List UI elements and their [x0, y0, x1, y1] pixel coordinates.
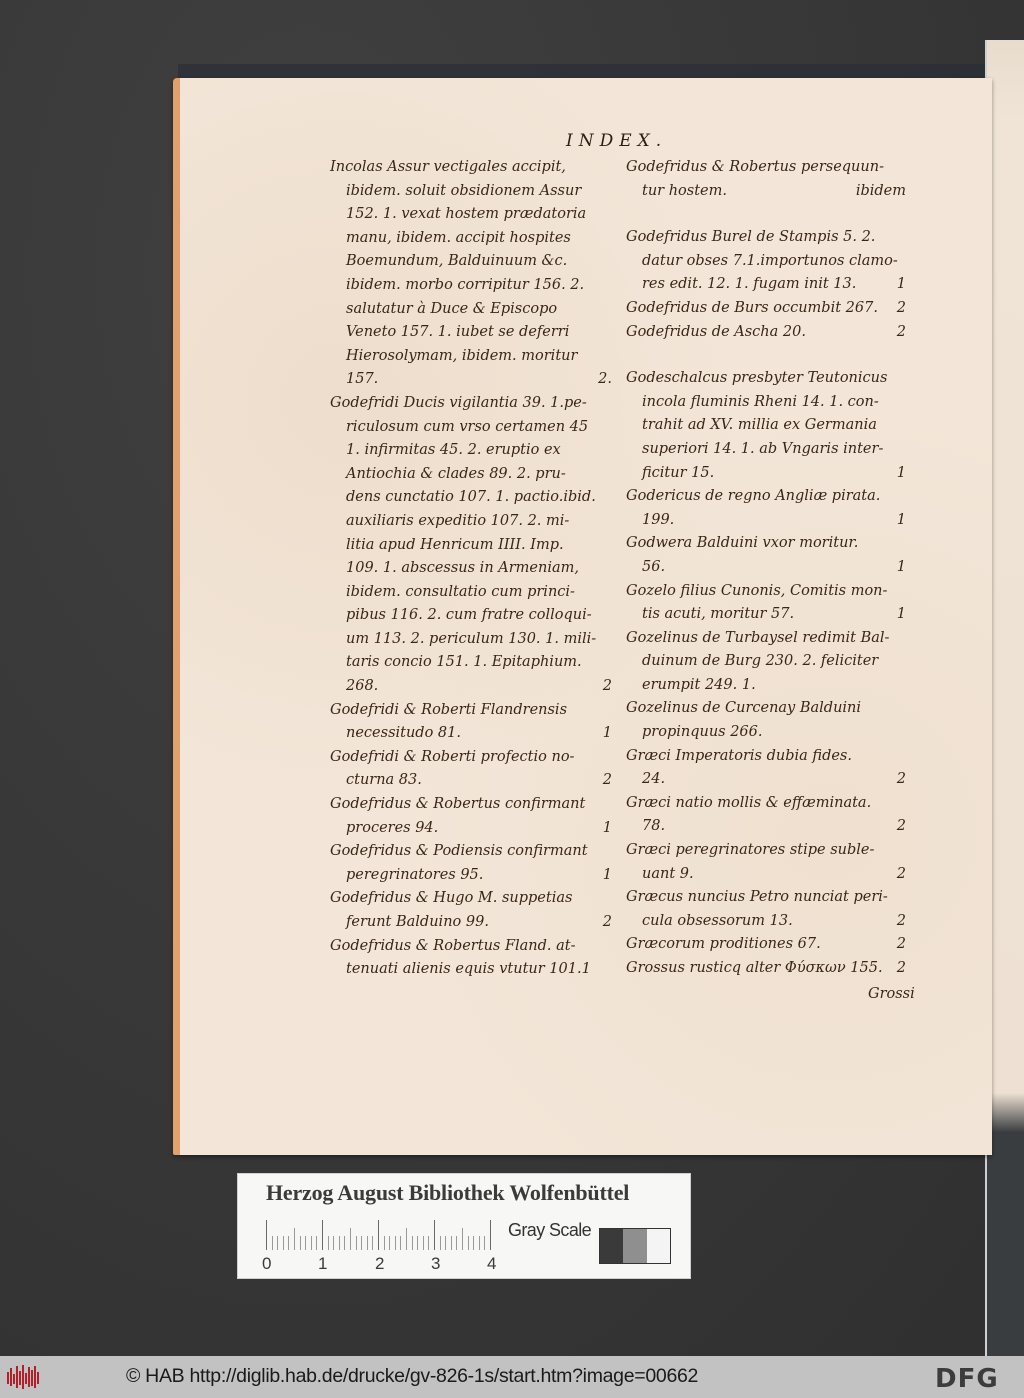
- index-text: incola fluminis Rheni 14. 1. con-: [642, 393, 879, 410]
- index-continuation-line: [330, 581, 612, 605]
- index-entry: [626, 697, 906, 744]
- index-column-left: [330, 156, 612, 982]
- index-continuation-line: [330, 180, 612, 204]
- index-continuation-line: [626, 721, 906, 745]
- column-reference: 2: [602, 772, 612, 789]
- column-reference: 1: [602, 725, 612, 742]
- index-text: 157.: [346, 371, 379, 388]
- column-reference: 1: [602, 819, 612, 836]
- index-continuation-line: [330, 274, 612, 298]
- index-continuation-line: [330, 463, 612, 487]
- ruler-tick: [266, 1220, 267, 1250]
- index-text: uant 9.: [642, 865, 694, 882]
- column-reference: 2: [896, 912, 906, 929]
- column-reference: 2: [896, 960, 906, 976]
- index-text: ficitur 15.: [642, 464, 715, 481]
- index-text: duinum de Burg 230. 2. feliciter: [642, 653, 879, 670]
- index-entry: [626, 745, 906, 792]
- index-headword-line: [330, 699, 612, 723]
- index-text: auxiliaris expeditio 107. 2. mi-: [346, 512, 570, 529]
- gray-scale-swatches: [599, 1228, 671, 1264]
- index-continuation-line: [330, 298, 612, 322]
- index-headword-line: [330, 392, 612, 416]
- column-reference: 1: [602, 866, 612, 883]
- index-text: ibidem. morbo corripitur 156. 2.: [346, 276, 585, 293]
- index-headword-line: [330, 840, 612, 864]
- index-continuation-line: [626, 250, 906, 274]
- column-reference: 1: [896, 276, 906, 293]
- index-text: cula obsessorum 13.: [642, 912, 793, 929]
- index-headword-line: [626, 957, 906, 981]
- index-continuation-line: [626, 556, 906, 580]
- column-reference: 2: [896, 771, 906, 788]
- index-text: Græcus nuncius Petro nunciat peri-: [626, 889, 888, 906]
- index-continuation-line: [330, 227, 612, 251]
- index-text: Gozelinus de Turbaysel redimit Bal-: [626, 629, 890, 646]
- ruler-number: 0: [262, 1254, 272, 1273]
- ruler-tick: [417, 1236, 418, 1250]
- index-continuation-line: [330, 864, 612, 888]
- gray-swatch: [600, 1229, 623, 1263]
- ruler-scale: [266, 1220, 492, 1250]
- index-headword-line: [626, 367, 906, 391]
- index-text: Godefridus & Podiensis confirmant: [330, 843, 588, 860]
- index-continuation-line: [330, 675, 612, 699]
- index-continuation-line: [626, 603, 906, 627]
- ruler-tick: [423, 1236, 424, 1250]
- index-continuation-line: [330, 321, 612, 345]
- column-reference: 2: [602, 914, 612, 930]
- index-headword-line: [626, 792, 906, 816]
- index-text: salutatur à Duce & Episcopo: [346, 300, 558, 317]
- index-headword-line: [626, 697, 906, 721]
- index-text: dens cunctatio 107. 1. pactio.ibid.: [346, 489, 596, 506]
- index-text: Godeschalcus presbyter Teutonicus: [626, 370, 888, 387]
- ruler-tick: [400, 1236, 401, 1250]
- ruler-tick: [311, 1236, 312, 1250]
- ruler-tick: [305, 1236, 306, 1250]
- ruler-tick: [356, 1236, 357, 1250]
- column-reference: 2.: [598, 371, 612, 388]
- index-headword-line: [330, 746, 612, 770]
- index-text: Boemundum, Balduinuum &c.: [346, 253, 568, 270]
- ruler-tick: [445, 1236, 446, 1250]
- index-entry: [330, 935, 612, 982]
- index-text: Gozelinus de Curcenay Balduini: [626, 700, 862, 717]
- index-headword-line: [330, 793, 612, 817]
- index-continuation-line: [330, 368, 612, 392]
- column-reference: ibidem: [855, 182, 906, 199]
- index-text: 268.: [346, 678, 379, 695]
- index-entry: [626, 933, 906, 957]
- index-text: Hierosolymam, ibidem. moritur: [346, 347, 578, 364]
- column-reference: 2: [896, 323, 906, 340]
- column-reference: 1: [896, 464, 906, 481]
- index-text: Godefridus & Robertus persequun-: [626, 159, 884, 175]
- ruler-number: 2: [375, 1254, 385, 1273]
- ruler-tick: [462, 1228, 463, 1250]
- index-text: 56.: [642, 558, 666, 575]
- column-reference: 2: [896, 936, 906, 953]
- ruler-number: 3: [431, 1254, 441, 1273]
- index-entry: [626, 792, 906, 839]
- index-headword-line: [626, 297, 906, 321]
- index-continuation-line: [330, 250, 612, 274]
- ruler-tick: [434, 1220, 435, 1250]
- index-text: Godefridus de Ascha 20.: [626, 323, 806, 340]
- index-headword-line: [626, 485, 906, 509]
- index-continuation-line: [330, 769, 612, 793]
- index-continuation-line: [330, 486, 612, 510]
- index-text: Græci natio mollis & effæminata.: [626, 794, 872, 811]
- index-entry: [626, 957, 906, 981]
- index-entry: [626, 226, 906, 297]
- index-continuation-line: [626, 509, 906, 533]
- index-entry: [330, 746, 612, 793]
- index-continuation-line: [330, 439, 612, 463]
- ruler-tick: [473, 1236, 474, 1250]
- copyright-url[interactable]: © HAB http://diglib.hab.de/drucke/gv-826-1s/start.htm?image=00662: [126, 1365, 699, 1387]
- running-head: INDEX.: [566, 131, 668, 151]
- index-text: peregrinatores 95.: [346, 866, 484, 883]
- ruler-tick: [367, 1236, 368, 1250]
- index-text: Godefridus Burel de Stampis 5. 2.: [626, 229, 876, 246]
- index-text: cturna 83.: [346, 772, 422, 789]
- index-continuation-line: [626, 414, 906, 438]
- ruler-tick: [283, 1236, 284, 1250]
- index-text: taris concio 151. 1. Epitaphium.: [346, 654, 582, 671]
- index-entry: [626, 297, 906, 321]
- index-text: Godericus de regno Angliæ pirata.: [626, 488, 881, 505]
- index-headword-line: [626, 933, 906, 957]
- index-entry: [330, 156, 612, 392]
- index-text: 109. 1. abscessus in Armeniam,: [346, 560, 579, 577]
- catchword: Grossi: [868, 986, 915, 1002]
- ruler-tick: [412, 1236, 413, 1250]
- index-text: 152. 1. vexat hostem prædatoria: [346, 206, 587, 223]
- column-reference: 2: [896, 818, 906, 835]
- index-continuation-line: [626, 815, 906, 839]
- index-continuation-line: [626, 273, 906, 297]
- index-continuation-line: [626, 438, 906, 462]
- index-continuation-line: [330, 345, 612, 369]
- index-headword-line: [626, 745, 906, 769]
- index-text: Antiochia & clades 89. 2. pru-: [346, 465, 566, 482]
- index-entry: [626, 532, 906, 579]
- index-continuation-line: [626, 863, 906, 887]
- index-entry: [330, 699, 612, 746]
- index-continuation-line: [330, 416, 612, 440]
- index-continuation-line: [330, 534, 612, 558]
- index-text: Godefridus de Burs occumbit 267.: [626, 299, 878, 316]
- index-headword-line: [626, 580, 906, 604]
- index-entry: [330, 887, 612, 934]
- ruler-number: 4: [487, 1254, 497, 1273]
- ruler-tick: [316, 1236, 317, 1250]
- index-text: res edit. 12. 1. fugam init 13.: [642, 276, 857, 293]
- index-continuation-line: [330, 628, 612, 652]
- index-text: Græcorum proditiones 67.: [626, 936, 821, 953]
- index-continuation-line: [626, 674, 906, 698]
- column-reference: 1: [896, 606, 906, 623]
- ruler-tick: [333, 1236, 334, 1250]
- column-reference: 1: [896, 558, 906, 575]
- index-text: Godefridus & Hugo M. suppetias: [330, 890, 573, 907]
- index-text: Godwera Balduini vxor moritur.: [626, 535, 859, 552]
- index-continuation-line: [330, 510, 612, 534]
- index-text: 78.: [642, 818, 666, 835]
- ruler-tick: [406, 1228, 407, 1250]
- index-headword-line: [626, 226, 906, 250]
- index-text: riculosum cum vrso certamen 45: [346, 418, 589, 435]
- ruler-tick: [378, 1220, 379, 1250]
- ruler-tick: [389, 1236, 390, 1250]
- index-text: Græci Imperatoris dubia fides.: [626, 747, 852, 764]
- index-entry: [626, 627, 906, 698]
- index-continuation-line: [330, 651, 612, 675]
- index-text: manu, ibidem. accipit hospites: [346, 229, 571, 246]
- library-color-card: [237, 1173, 691, 1279]
- ruler-tick: [490, 1220, 491, 1250]
- index-continuation-line: [626, 650, 906, 674]
- index-text: pibus 116. 2. cum fratre colloqui-: [346, 607, 592, 624]
- library-name: Herzog August Bibliothek Wolfenbüttel: [266, 1180, 630, 1205]
- index-text: trahit ad XV. millia ex Germania: [642, 417, 877, 434]
- index-column-right: [626, 156, 906, 981]
- index-text: 199.: [642, 511, 675, 528]
- ruler-tick: [288, 1236, 289, 1250]
- ruler-tick: [350, 1228, 351, 1250]
- index-continuation-line: [626, 910, 906, 934]
- index-continuation-line: [626, 180, 906, 204]
- index-text: Incolas Assur vectigales accipit,: [330, 159, 566, 175]
- ruler-tick: [328, 1236, 329, 1250]
- index-text: Godefridus & Robertus Fland. at-: [330, 937, 576, 954]
- ruler-tick: [294, 1228, 295, 1250]
- gray-scale-label: Gray Scale: [508, 1220, 592, 1240]
- index-text: 24.: [642, 771, 666, 788]
- index-text: um 113. 2. periculum 130. 1. mili-: [346, 630, 597, 647]
- index-text: Gozelo filius Cunonis, Comitis mon-: [626, 582, 888, 599]
- index-text: Grossus rusticq alter Φύσκων 155.: [626, 960, 883, 976]
- index-headword-line: [330, 156, 612, 180]
- index-entry: [330, 392, 612, 699]
- index-text: Godefridi & Roberti profectio no-: [330, 748, 575, 765]
- index-entry: [626, 321, 906, 345]
- index-continuation-line: [330, 604, 612, 628]
- index-entry: [626, 367, 906, 485]
- page-shadow: [178, 64, 998, 78]
- index-entry: [330, 793, 612, 840]
- index-text: Godefridi Ducis vigilantia 39. 1.pe-: [330, 394, 587, 411]
- index-text: ferunt Balduino 99.: [346, 914, 489, 930]
- index-continuation-line: [330, 722, 612, 746]
- ruler-tick: [468, 1236, 469, 1250]
- ruler-tick: [479, 1236, 480, 1250]
- index-text: ibidem. soluit obsidionem Assur: [346, 182, 582, 199]
- index-text: proceres 94.: [346, 819, 439, 836]
- index-entry: [626, 886, 906, 933]
- index-text: tis acuti, moritur 57.: [642, 606, 795, 623]
- ruler-tick: [361, 1236, 362, 1250]
- index-text: erumpit 249. 1.: [642, 676, 756, 693]
- column-reference: 2: [896, 299, 906, 316]
- index-entry: [626, 485, 906, 532]
- column-reference: 2: [896, 865, 906, 882]
- index-continuation-line: [626, 462, 906, 486]
- ruler-tick: [456, 1236, 457, 1250]
- ruler-tick: [277, 1236, 278, 1250]
- index-continuation-line: [626, 391, 906, 415]
- index-headword-line: [626, 627, 906, 651]
- index-text: 1. infirmitas 45. 2. eruptio ex: [346, 442, 561, 459]
- index-continuation-line: [330, 817, 612, 841]
- ruler-tick: [428, 1236, 429, 1250]
- ruler-tick: [372, 1236, 373, 1250]
- ruler-tick: [339, 1236, 340, 1250]
- ruler-tick: [344, 1236, 345, 1250]
- index-text: tur hostem.: [642, 182, 727, 199]
- index-headword-line: [626, 839, 906, 863]
- dfg-logo[interactable]: DFG: [935, 1364, 999, 1394]
- ruler-tick: [484, 1236, 485, 1250]
- index-text: Godefridi & Roberti Flandrensis: [330, 701, 568, 718]
- index-text: datur obses 7.1.importunos clamo-: [642, 252, 898, 269]
- ruler-tick: [440, 1236, 441, 1250]
- index-continuation-line: [330, 203, 612, 227]
- index-headword-line: [626, 532, 906, 556]
- index-headword-line: [626, 321, 906, 345]
- index-text: litia apud Henricum IIII. Imp.: [346, 536, 564, 553]
- index-headword-line: [330, 935, 612, 959]
- index-entry: [626, 839, 906, 886]
- footer-bar: [0, 1356, 1024, 1398]
- ruler-tick: [451, 1236, 452, 1250]
- index-text: Græci peregrinatores stipe suble-: [626, 842, 875, 859]
- index-continuation-line: [330, 557, 612, 581]
- index-entry: [330, 840, 612, 887]
- index-text: propinquus 266.: [642, 724, 763, 741]
- ruler-tick: [395, 1236, 396, 1250]
- index-headword-line: [330, 887, 612, 911]
- ruler-number: 1: [318, 1254, 328, 1273]
- index-text: superiori 14. 1. ab Vngaris inter-: [642, 440, 884, 457]
- index-continuation-line: [330, 958, 612, 982]
- index-entry: [626, 580, 906, 627]
- index-text: ibidem. consultatio cum princi-: [346, 583, 575, 600]
- index-text: Godefridus & Robertus confirmant: [330, 796, 586, 813]
- ruler-tick: [384, 1236, 385, 1250]
- column-reference: 2: [602, 678, 612, 695]
- index-entry: [626, 156, 906, 203]
- hab-logo-icon[interactable]: [6, 1364, 42, 1390]
- index-headword-line: [626, 886, 906, 910]
- gray-swatch: [623, 1229, 646, 1263]
- ruler-tick: [322, 1220, 323, 1250]
- gray-swatch: [647, 1229, 670, 1263]
- index-headword-line: [626, 156, 906, 180]
- index-text: necessitudo 81.: [346, 725, 461, 742]
- column-reference: 1: [896, 511, 906, 528]
- ruler-tick: [300, 1236, 301, 1250]
- index-continuation-line: [330, 911, 612, 935]
- index-text: tenuati alienis equis vtutur 101.1: [346, 961, 591, 978]
- ruler-tick: [272, 1236, 273, 1250]
- index-text: Veneto 157. 1. iubet se deferri: [346, 324, 570, 341]
- index-continuation-line: [626, 768, 906, 792]
